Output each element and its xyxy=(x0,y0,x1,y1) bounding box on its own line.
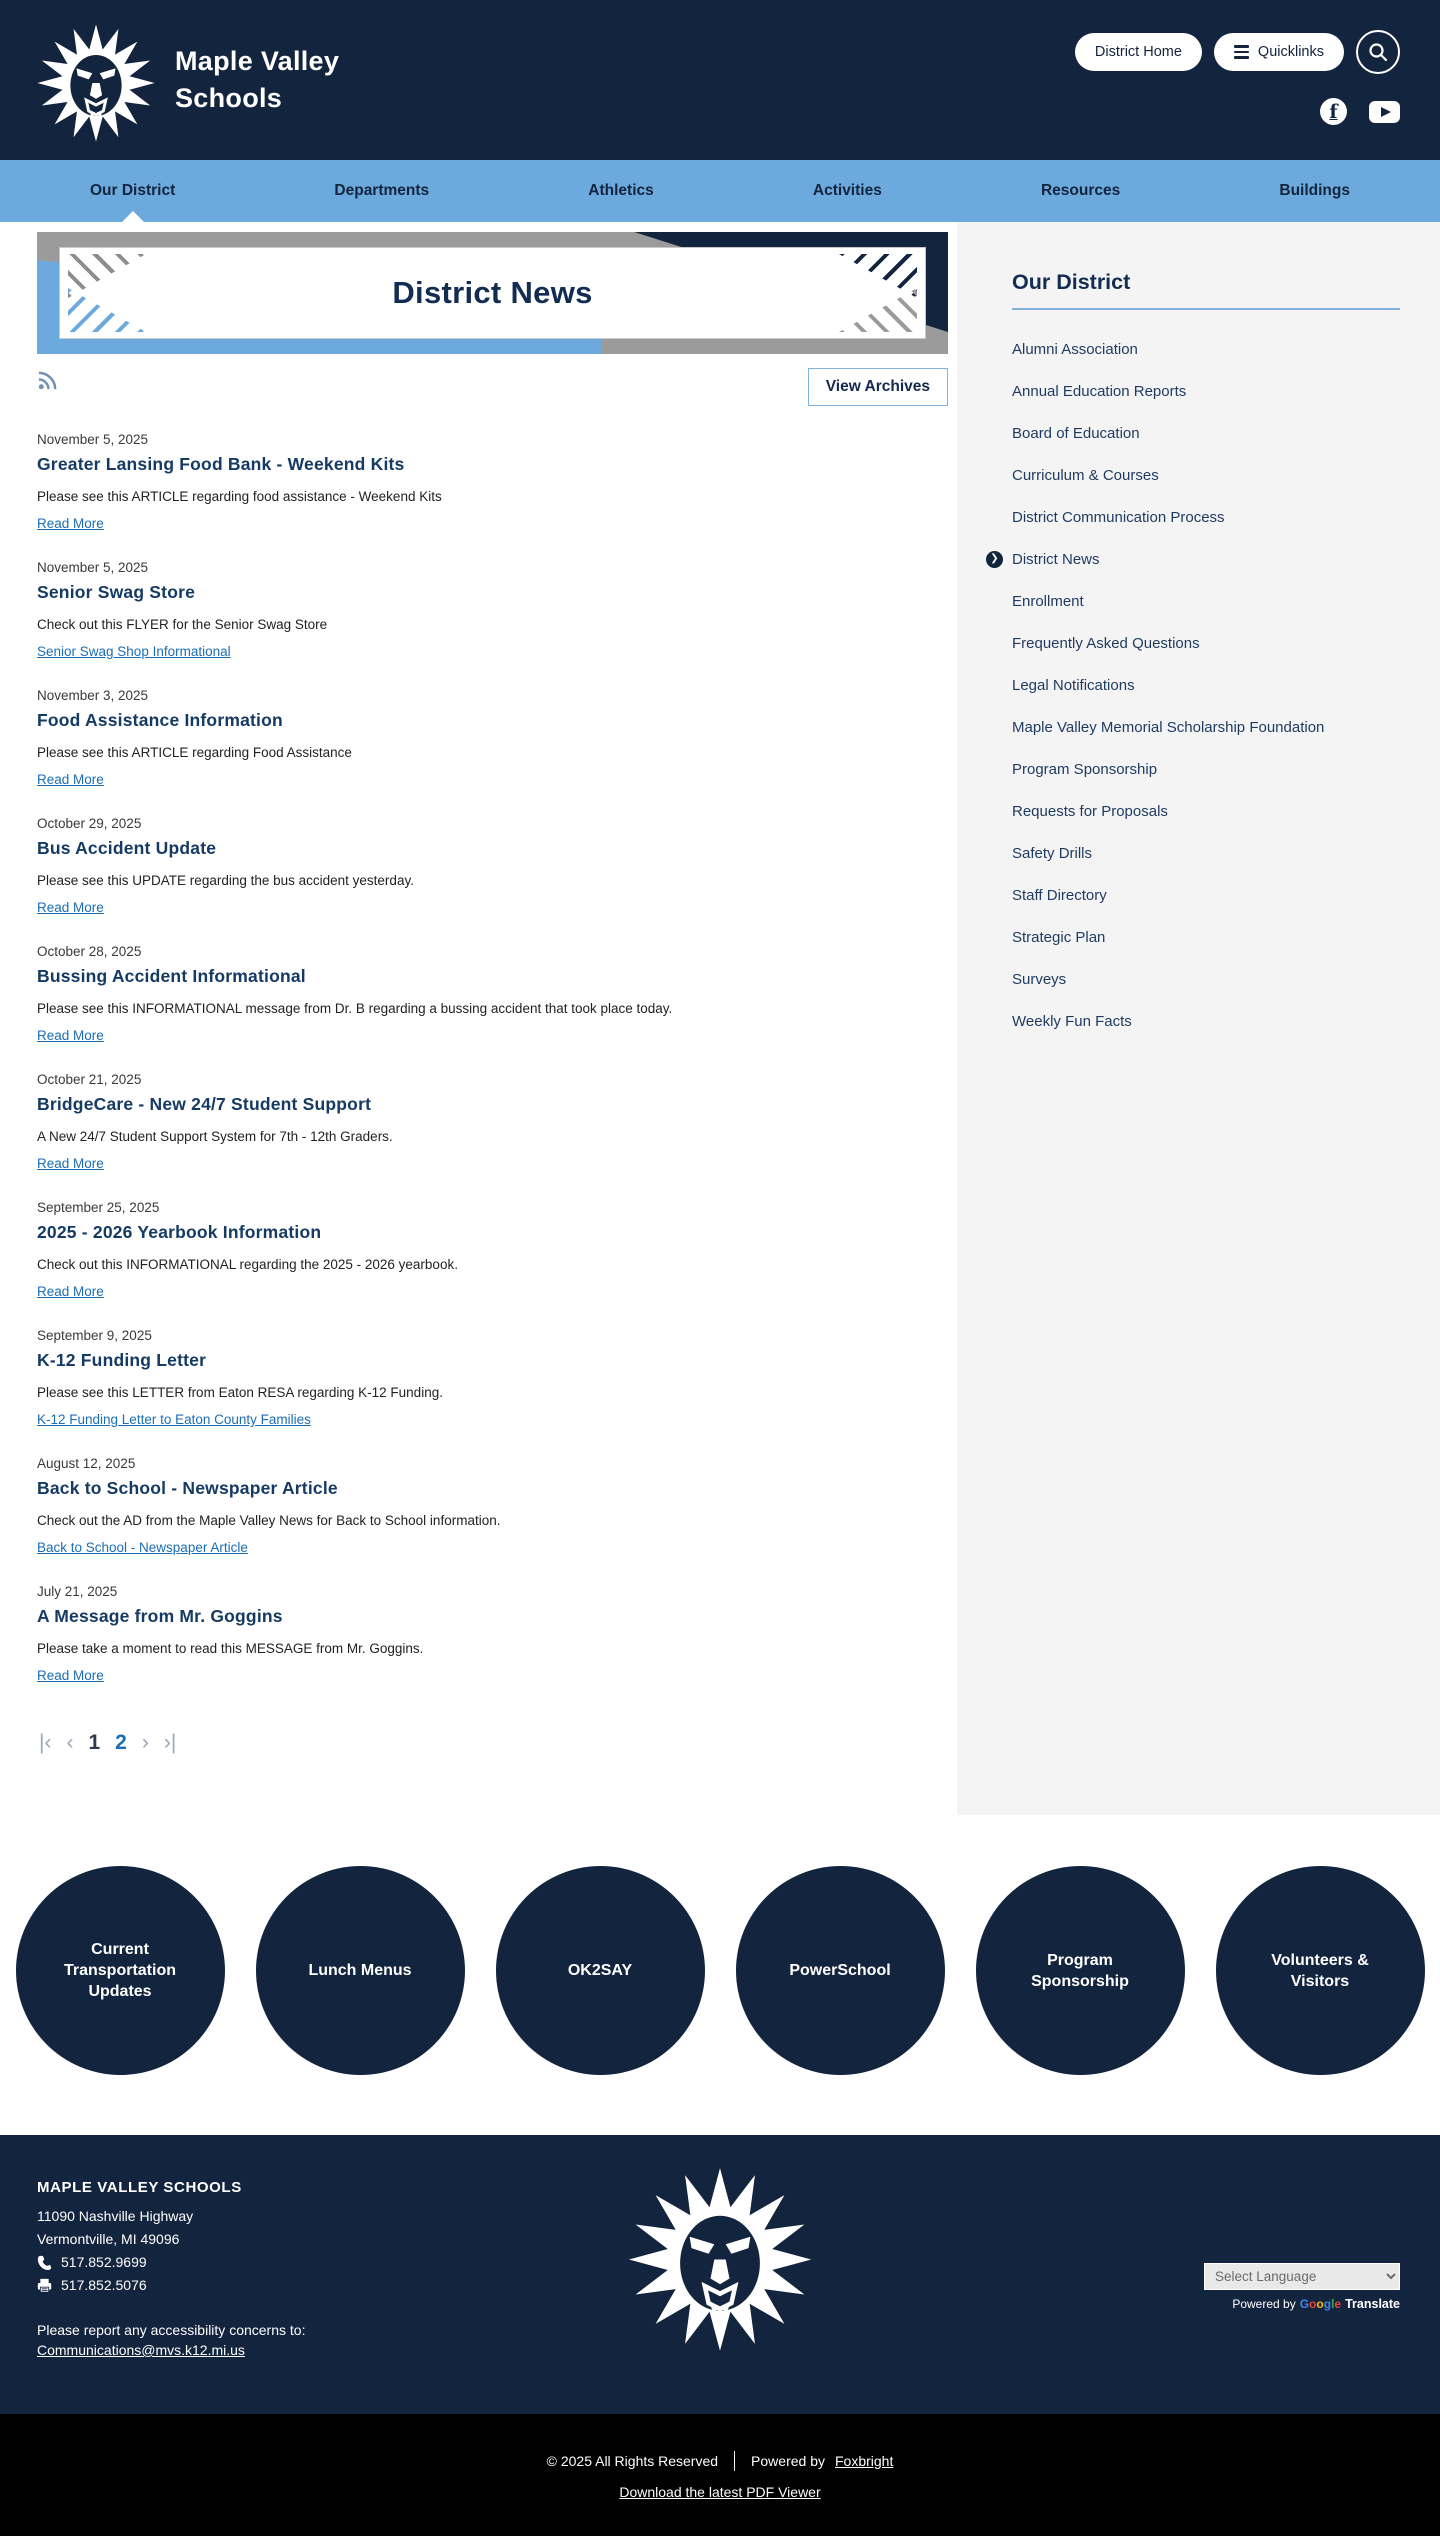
google-letter: o xyxy=(1316,2297,1324,2311)
sidebar-item-surveys xyxy=(1012,958,1400,1000)
news-body: A New 24/7 Student Support System for 7th - 12th Graders. xyxy=(37,1129,393,1144)
news-item xyxy=(37,944,948,1045)
sidebar-link[interactable]: Weekly Fun Facts xyxy=(1012,1012,1132,1030)
news-read-more-link[interactable]: K-12 Funding Letter to Eaton County Families xyxy=(37,1412,311,1427)
bottom-bar xyxy=(0,2414,1440,2536)
site-header xyxy=(0,0,1440,160)
news-title: Greater Lansing Food Bank - Weekend Kits xyxy=(37,454,405,474)
sidebar-item-scholarship-foundation xyxy=(1012,706,1400,748)
sidebar-link[interactable]: Board of Education xyxy=(1012,424,1140,442)
sidebar-item-program-sponsorship xyxy=(1012,748,1400,790)
news-title: Senior Swag Store xyxy=(37,582,196,602)
news-read-more-link[interactable]: Read More xyxy=(37,516,104,531)
news-item xyxy=(37,432,948,533)
nav-item-buildings[interactable]: Buildings xyxy=(1279,182,1350,199)
news-read-more-link[interactable]: Read More xyxy=(37,1284,104,1299)
news-item xyxy=(37,1584,948,1685)
news-title: K-12 Funding Letter xyxy=(37,1350,207,1370)
pagination xyxy=(39,1731,948,1785)
banner-inner-panel xyxy=(59,247,926,339)
sidebar-link[interactable]: District Communication Process xyxy=(1012,508,1225,526)
footer-accessibility-email-link[interactable]: Communications@mvs.k12.mi.us xyxy=(37,2342,245,2358)
sidebar-item-frequently-asked-questions xyxy=(1012,622,1400,664)
sidebar-item-legal-notifications xyxy=(1012,664,1400,706)
sidebar-link[interactable]: Maple Valley Memorial Scholarship Foundation xyxy=(1012,718,1325,736)
news-title: 2025 - 2026 Yearbook Information xyxy=(37,1222,322,1242)
news-read-more-link[interactable]: Senior Swag Shop Informational xyxy=(37,644,231,659)
sidebar-link[interactable]: Enrollment xyxy=(1012,592,1084,610)
news-item xyxy=(37,1328,948,1429)
copyright-text: © 2025 All Rights Reserved xyxy=(546,2452,719,2469)
news-title: Bus Accident Update xyxy=(37,838,217,858)
sidebar-item-alumni-association xyxy=(1012,328,1400,370)
news-item xyxy=(37,560,948,661)
sidebar-link[interactable]: Legal Notifications xyxy=(1012,676,1135,694)
sidebar-item-weekly-fun-facts xyxy=(1012,1000,1400,1042)
pagination-page-1[interactable]: 1 xyxy=(88,1731,101,1754)
sidebar-link-active[interactable] xyxy=(986,549,1400,570)
footer-accessibility-note: Please report any accessibility concerns to: xyxy=(37,2322,306,2338)
circle-current-transportation-updates[interactable]: Current Transportation Updates xyxy=(16,1866,225,2075)
news-body: Please see this INFORMATIONAL message from Dr. B regarding a bussing accident that took place today. xyxy=(37,1001,673,1016)
news-date: October 28, 2025 xyxy=(37,944,142,959)
news-date: October 21, 2025 xyxy=(37,1072,142,1087)
school-name: Maple Valley Schools xyxy=(175,46,340,113)
news-item xyxy=(37,688,948,789)
sidebar-link[interactable]: Alumni Association xyxy=(1012,340,1138,358)
pagination-next-button[interactable]: › xyxy=(141,1731,149,1754)
news-title: Back to School - Newspaper Article xyxy=(37,1478,338,1498)
sidebar-item-annual-education-reports xyxy=(1012,370,1400,412)
news-date: September 25, 2025 xyxy=(37,1200,160,1215)
news-read-more-link[interactable]: Read More xyxy=(37,1156,104,1171)
page-title: District News xyxy=(392,275,593,310)
sidebar xyxy=(957,222,1440,1815)
sidebar-item-enrollment xyxy=(1012,580,1400,622)
district-home-label: District Home xyxy=(1094,44,1182,60)
fax-icon xyxy=(37,2278,52,2293)
nav-item-departments[interactable]: Departments xyxy=(334,182,430,199)
district-home-button[interactable] xyxy=(1075,33,1202,71)
news-body: Check out this INFORMATIONAL regarding the 2025 - 2026 yearbook. xyxy=(37,1257,458,1272)
header-right xyxy=(1075,0,1400,160)
sidebar-item-district-communication-process xyxy=(1012,496,1400,538)
news-body: Check out this FLYER for the Senior Swag Store xyxy=(37,617,328,632)
main-column xyxy=(0,222,948,1815)
footer-address-line2: Vermontville, MI 49096 xyxy=(37,2231,180,2247)
news-date: August 12, 2025 xyxy=(37,1456,136,1471)
quicklinks-button[interactable] xyxy=(1214,33,1344,71)
sidebar-link[interactable]: Safety Drills xyxy=(1012,844,1093,862)
footer-address-line1: 11090 Nashville Highway xyxy=(37,2208,194,2224)
chevron-right-icon: ❯ xyxy=(986,551,1003,568)
google-letter: l xyxy=(1331,2297,1335,2311)
news-body: Check out the AD from the Maple Valley News for Back to School information. xyxy=(37,1513,501,1528)
news-read-more-link[interactable]: Read More xyxy=(37,772,104,787)
powered-by-text: Powered by xyxy=(751,2452,825,2469)
list-toolbar xyxy=(37,368,948,406)
news-date: November 5, 2025 xyxy=(37,560,149,575)
page-banner xyxy=(37,232,948,354)
google-letter: g xyxy=(1323,2297,1332,2311)
news-date: November 5, 2025 xyxy=(37,432,149,447)
news-item xyxy=(37,816,948,917)
news-title: BridgeCare - New 24/7 Student Support xyxy=(37,1094,372,1114)
nav-item-activities[interactable]: Activities xyxy=(812,182,882,199)
footer-fax: 517.852.5076 xyxy=(61,2277,147,2293)
sidebar-list xyxy=(990,328,1400,1042)
google-translate-widget xyxy=(1204,2263,1400,2311)
news-title: A Message from Mr. Goggins xyxy=(37,1606,283,1626)
header-buttons xyxy=(1075,30,1400,74)
pagination-prev-button[interactable]: ‹ xyxy=(66,1731,74,1754)
hamburger-icon xyxy=(1234,45,1249,58)
social-row xyxy=(1320,98,1400,125)
news-body: Please see this ARTICLE regarding Food Assistance xyxy=(37,745,352,760)
site-footer xyxy=(0,2135,1440,2414)
news-item xyxy=(37,1200,948,1301)
main-nav xyxy=(0,160,1440,222)
news-body: Please see this UPDATE regarding the bus accident yesterday. xyxy=(37,873,414,888)
view-archives-button[interactable]: View Archives xyxy=(808,368,948,406)
pagination-last-button[interactable]: ›| xyxy=(163,1731,177,1754)
footer-school-name: MAPLE VALLEY SCHOOLS xyxy=(37,2179,242,2196)
nav-item-athletics[interactable]: Athletics xyxy=(588,182,654,199)
foxbright-link[interactable]: Foxbright xyxy=(834,2452,894,2469)
sidebar-item-board-of-education xyxy=(1012,412,1400,454)
sidebar-link[interactable]: Strategic Plan xyxy=(1012,928,1106,946)
translate-word: Translate xyxy=(1345,2297,1400,2311)
google-letter: e xyxy=(1334,2297,1342,2311)
google-letter: o xyxy=(1309,2297,1317,2311)
sidebar-item-strategic-plan xyxy=(1012,916,1400,958)
sidebar-link[interactable]: Surveys xyxy=(1012,970,1067,988)
sidebar-item-curriculum-courses xyxy=(1012,454,1400,496)
circle-program-sponsorship[interactable]: Program Sponsorship xyxy=(976,1866,1185,2075)
footer-lion-logo-icon xyxy=(625,2157,815,2362)
quicklinks-label: Quicklinks xyxy=(1257,44,1324,60)
news-list xyxy=(37,432,948,1685)
sidebar-link[interactable]: Staff Directory xyxy=(1012,886,1107,904)
sidebar-link[interactable]: Curriculum & Courses xyxy=(1012,466,1159,484)
circle-ok2say[interactable]: OK2SAY xyxy=(496,1866,705,2075)
facebook-icon[interactable]: f xyxy=(1320,98,1347,125)
phone-icon xyxy=(37,2255,52,2270)
circle-lunch-menus[interactable]: Lunch Menus xyxy=(256,1866,465,2075)
rss-feed-icon[interactable] xyxy=(37,370,58,396)
sidebar-link[interactable]: Annual Education Reports xyxy=(1012,382,1187,400)
news-title: Food Assistance Information xyxy=(37,710,283,730)
translate-powered-by: Powered by xyxy=(1232,2297,1296,2311)
news-body: Please take a moment to read this MESSAGE from Mr. Goggins. xyxy=(37,1641,424,1656)
sidebar-link[interactable]: Frequently Asked Questions xyxy=(1012,634,1200,652)
news-item xyxy=(37,1072,948,1173)
circle-powerschool[interactable]: PowerSchool xyxy=(736,1866,945,2075)
divider xyxy=(734,2451,735,2471)
brand xyxy=(35,0,355,160)
google-letter: G xyxy=(1299,2297,1310,2311)
youtube-icon[interactable] xyxy=(1369,101,1400,123)
sidebar-item-district-news xyxy=(990,538,1400,580)
news-read-more-link[interactable]: Read More xyxy=(37,1668,104,1683)
sidebar-link[interactable]: Requests for Proposals xyxy=(1012,802,1168,820)
content-wrap xyxy=(0,222,1440,1815)
footer-phone: 517.852.9699 xyxy=(61,2254,147,2270)
sidebar-title: Our District xyxy=(1012,270,1400,310)
news-date: July 21, 2025 xyxy=(37,1584,118,1599)
pdf-viewer-link[interactable]: Download the latest PDF Viewer xyxy=(619,2483,821,2500)
pagination-first-button[interactable]: |‹ xyxy=(39,1731,52,1754)
news-read-more-link[interactable]: Read More xyxy=(37,1028,104,1043)
news-body: Please see this ARTICLE regarding food assistance - Weekend Kits xyxy=(37,489,442,504)
news-date: September 9, 2025 xyxy=(37,1328,152,1343)
quicklink-circles xyxy=(0,1815,1440,2135)
lion-logo-icon xyxy=(35,16,157,150)
news-body: Please see this LETTER from Eaton RESA regarding K-12 Funding. xyxy=(37,1385,443,1400)
pagination-page-2[interactable]: 2 xyxy=(115,1731,127,1754)
news-title: Bussing Accident Informational xyxy=(37,966,306,986)
nav-item-resources[interactable]: Resources xyxy=(1040,182,1121,199)
sidebar-item-staff-directory xyxy=(1012,874,1400,916)
news-date: November 3, 2025 xyxy=(37,688,149,703)
language-select[interactable] xyxy=(1204,2263,1400,2290)
news-read-more-link[interactable]: Read More xyxy=(37,900,104,915)
search-button[interactable] xyxy=(1356,30,1400,74)
sidebar-link-label: District News xyxy=(1012,550,1100,568)
sidebar-item-requests-for-proposals xyxy=(1012,790,1400,832)
sidebar-link[interactable]: Program Sponsorship xyxy=(1012,760,1158,778)
sidebar-item-safety-drills xyxy=(1012,832,1400,874)
news-date: October 29, 2025 xyxy=(37,816,142,831)
news-item xyxy=(37,1456,948,1557)
circle-volunteers-visitors[interactable]: Volunteers & Visitors xyxy=(1216,1866,1425,2075)
search-icon xyxy=(1367,41,1389,63)
nav-item-our-district[interactable]: Our District xyxy=(70,160,195,222)
translate-caption xyxy=(1204,2297,1400,2311)
news-read-more-link[interactable]: Back to School - Newspaper Article xyxy=(37,1540,248,1555)
